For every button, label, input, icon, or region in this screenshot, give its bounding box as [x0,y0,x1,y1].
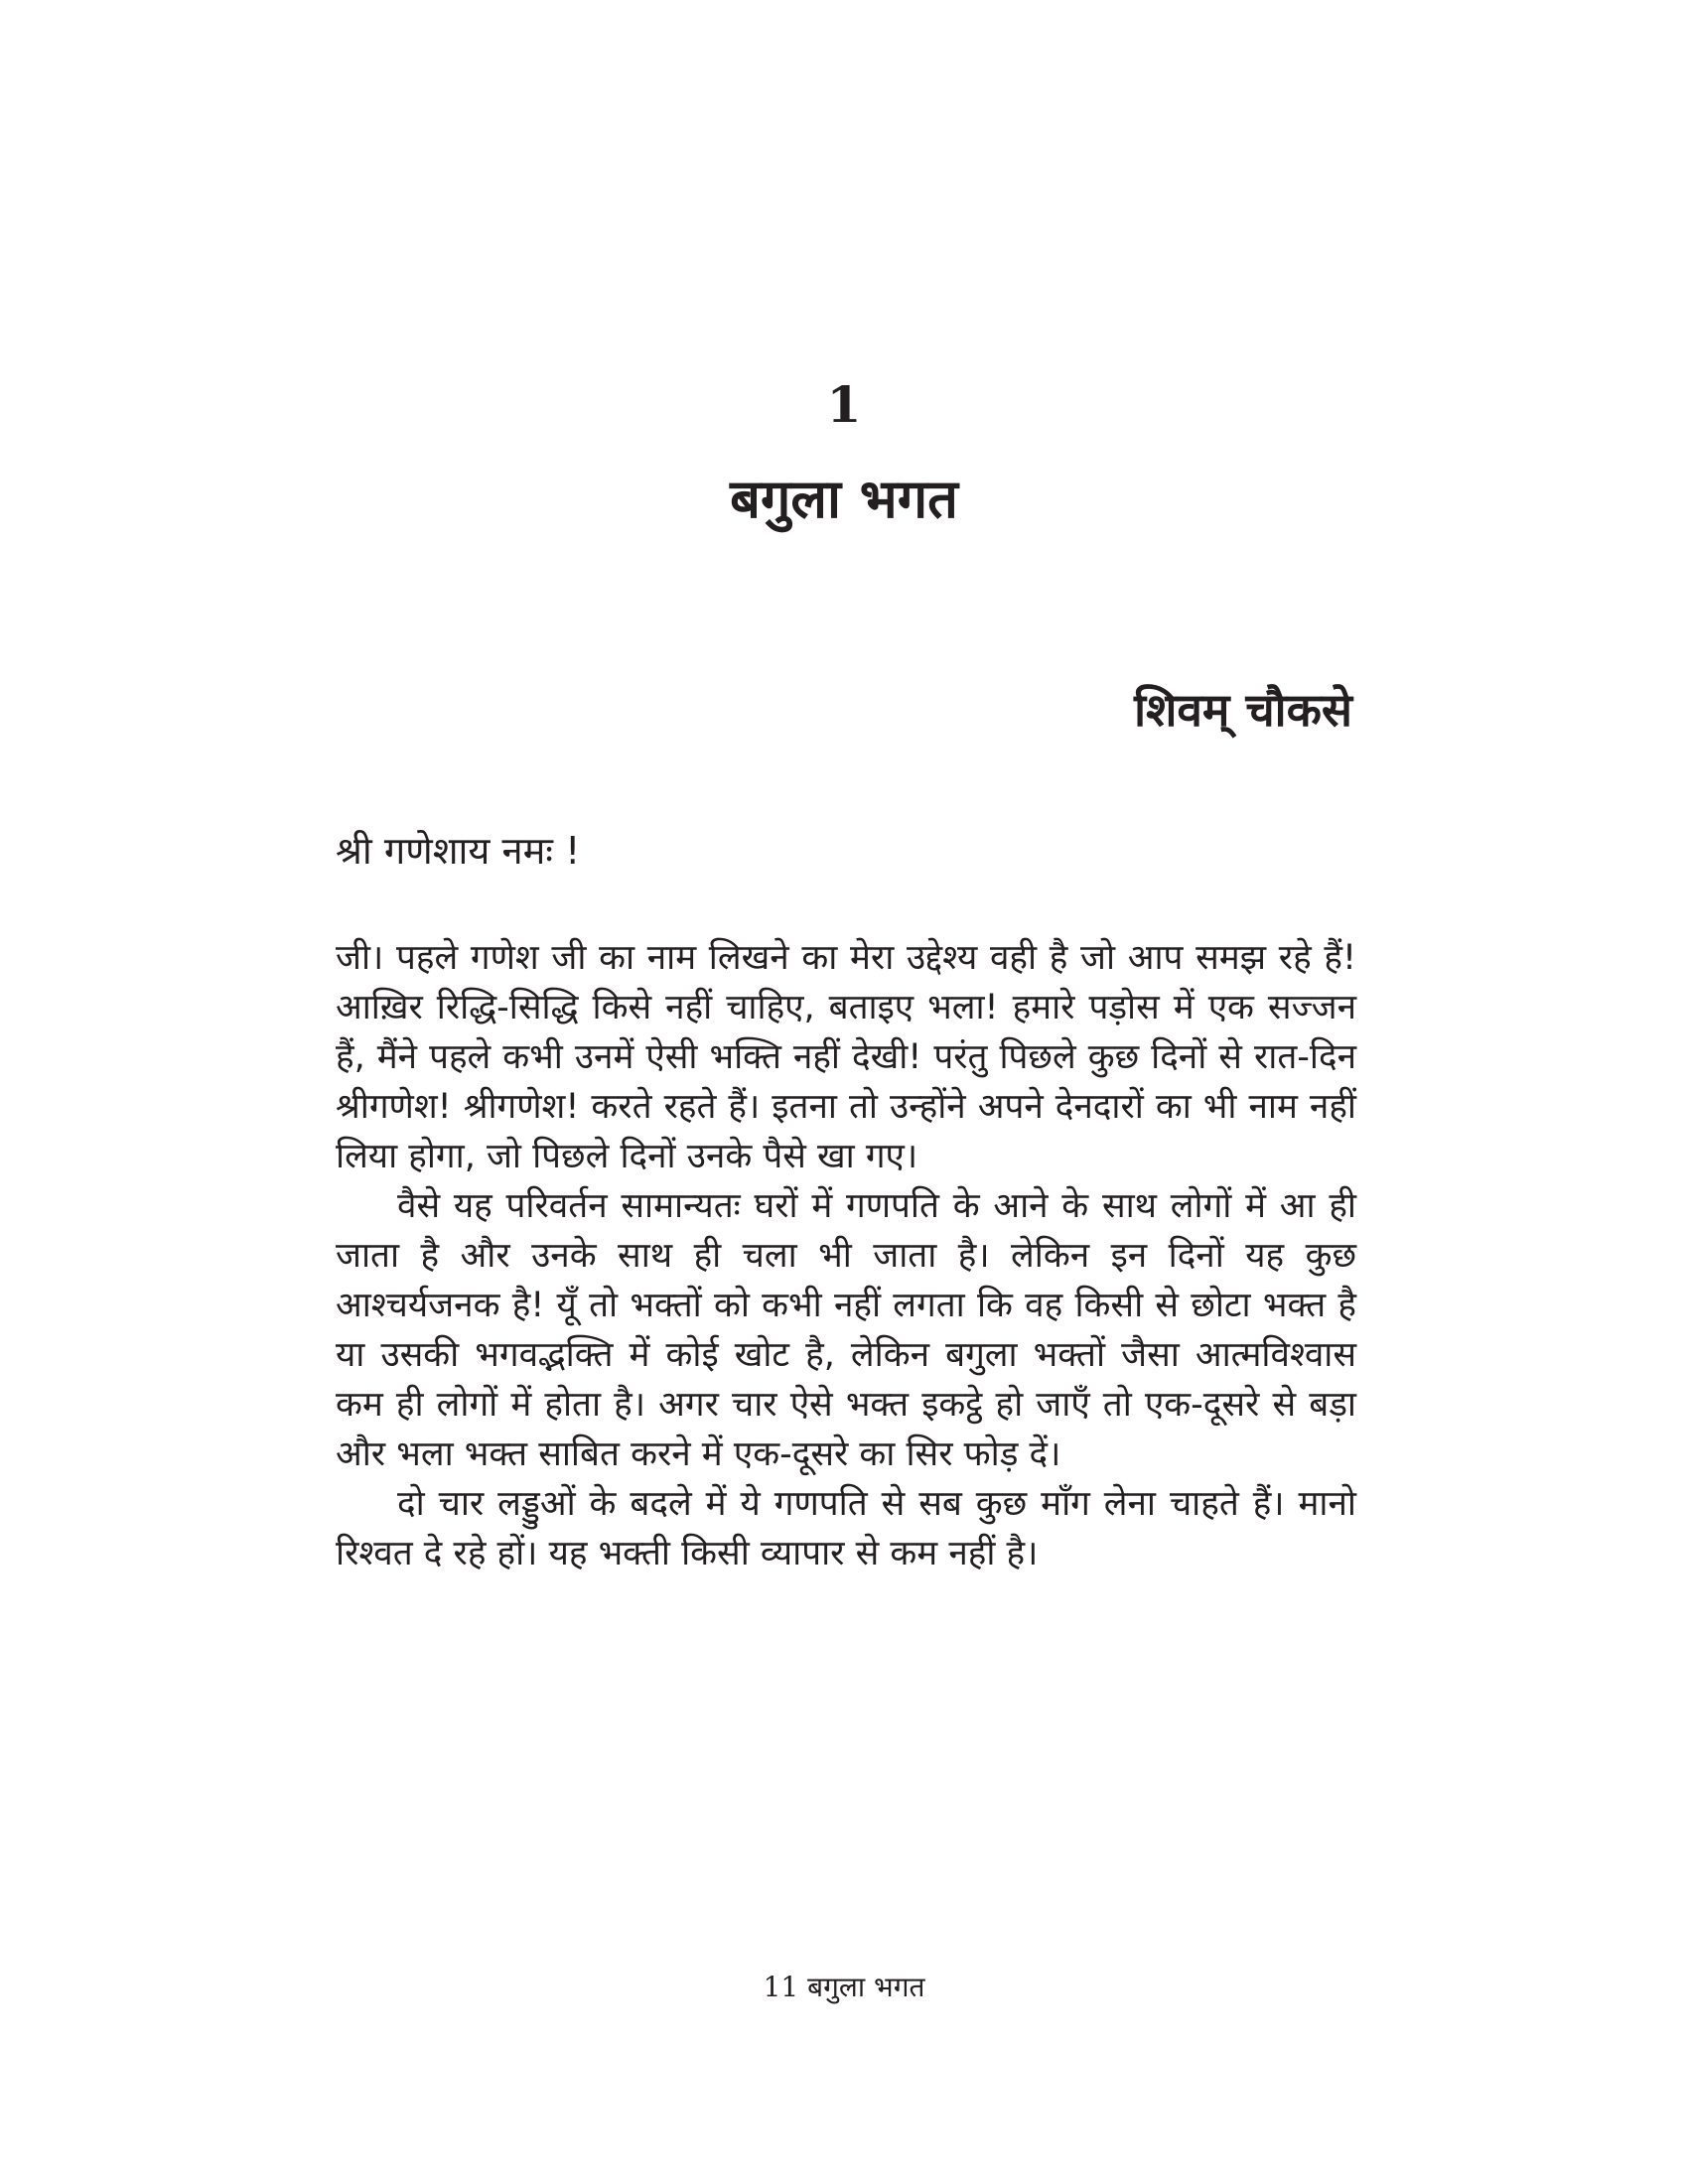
paragraph: दो चार लड्डुओं के बदले में ये गणपति से सब कुछ माँग लेना चाहते हैं। मानो रिश्वत दे रहे हों। यह भक्ती किसी व्यापार से कम नहीं है। [336,1484,1356,1573]
page-number: 11 [763,1971,799,2003]
invocation-line: श्री गणेशाय नमः ! [336,829,581,873]
running-title: बगुला भगत [807,1971,925,2003]
chapter-number: 1 [826,375,862,434]
chapter-title: बगुला भगत [730,468,958,530]
paragraph: जी। पहले गणेश जी का नाम लिखने का मेरा उद्देश्य वही है जो आप समझ रहे हैं! आख़िर रिद्धि-सिद्धि किसे नहीं चाहिए, बताइए भला! हमारे पड़ोस में एक सज्जन हैं, मैंने पहले कभी उनमें ऐसी भक्ति नहीं देखी! परंतु पिछले कुछ दिनों से रात-दिन श्रीगणेश! श्रीगणेश! करते रहते हैं। इतना तो उन्होंने अपने देनदारों का भी नाम नहीं लिया होगा, जो पिछले दिनों उनके पैसे खा गए। [336,938,1356,1176]
paragraph: वैसे यह परिवर्तन सामान्यतः घरों में गणपति के आने के साथ लोगों में आ ही जाता है और उनके साथ ही चला भी जाता है। लेकिन इन दिनों यह कुछ आश्चर्यजनक है! यूँ तो भक्तों को कभी नहीं लगता कि वह किसी से छोटा भक्त है या उसकी भगवद्भक्ति में कोई खोट है, लेकिन बगुला भक्तों जैसा आत्मविश्वास कम ही लोगों में होता है। अगर चार ऐसे भक्त इकट्ठे हो जाएँ तो एक-दूसरे से बड़ा और भला भक्त साबित करने में एक-दूसरे का सिर फोड़ दें। [336,1186,1356,1474]
chapter-body [336,933,1356,1578]
author-name: शिवम् चौकसे [1134,683,1352,737]
page-footer [0,1968,1688,2007]
